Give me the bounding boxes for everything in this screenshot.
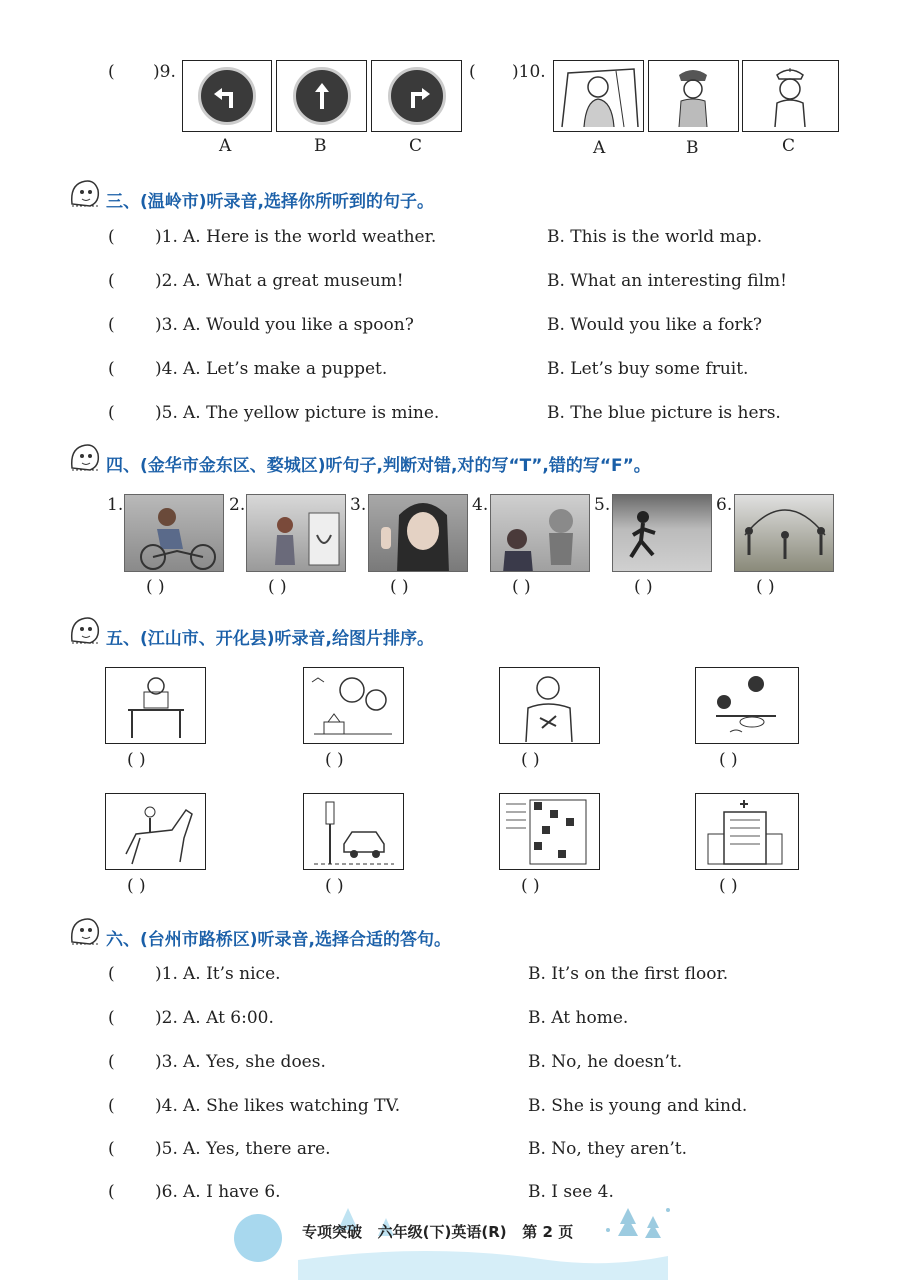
s5-answer-7[interactable]: ( ) — [521, 876, 540, 896]
s6-open-paren: ( — [108, 1182, 115, 1202]
s3-q3-number: )3. — [155, 315, 178, 335]
s6-q6-option-a: A. I have 6. — [183, 1182, 281, 1202]
s6-open-paren: ( — [108, 1052, 115, 1072]
q10-option-a-image — [553, 60, 644, 132]
s4-num-4: 4. — [472, 495, 489, 515]
s5-answer-8[interactable]: ( ) — [719, 876, 738, 896]
s3-q5-option-b: B. The blue picture is hers. — [547, 403, 781, 423]
s3-q2-option-a: A. What a great museum! — [183, 271, 404, 291]
s3-q4-number: )4. — [155, 359, 178, 379]
s6-q6-option-b: B. I see 4. — [528, 1182, 614, 1202]
s3-open-paren: ( — [108, 315, 115, 335]
s6-q1-option-a: A. It’s nice. — [183, 964, 281, 984]
s5-picture-reading-at-desk — [105, 667, 206, 744]
s6-q4-option-b: B. She is young and kind. — [528, 1096, 748, 1116]
q9-label-c: C — [409, 136, 423, 156]
q9-option-b-image — [276, 60, 367, 132]
s5-answer-5[interactable]: ( ) — [127, 876, 146, 896]
q10-option-c-image — [742, 60, 839, 132]
s5-picture-car-at-traffic-light — [303, 793, 404, 870]
turn-right-sign-icon — [388, 67, 446, 125]
q10-label-c: C — [782, 136, 796, 156]
turn-left-sign-icon — [198, 67, 256, 125]
q9-label-b: B — [314, 136, 327, 156]
s5-answer-4[interactable]: ( ) — [719, 750, 738, 770]
q9-label-a: A — [219, 136, 232, 156]
s4-photo-3-girl-smiling — [368, 494, 468, 572]
s3-q1-option-b: B. This is the world map. — [547, 227, 763, 247]
s3-open-paren: ( — [108, 227, 115, 247]
s6-q4-option-a: A. She likes watching TV. — [183, 1096, 401, 1116]
s3-q4-option-b: B. Let’s buy some fruit. — [547, 359, 749, 379]
s6-q6-number: )6. — [155, 1182, 178, 1202]
q10-label-b: B — [686, 138, 699, 158]
s6-open-paren: ( — [108, 964, 115, 984]
s4-answer-5[interactable]: ( ) — [634, 577, 653, 597]
q9-option-c-image — [371, 60, 462, 132]
s3-q3-option-b: B. Would you like a fork? — [547, 315, 762, 335]
s3-q1-number: )1. — [155, 227, 178, 247]
s4-num-6: 6. — [716, 495, 733, 515]
s4-answer-2[interactable]: ( ) — [268, 577, 287, 597]
section-3-title: 三、(温岭市)听录音,选择你所听到的句子。 — [106, 192, 434, 212]
s3-q2-option-b: B. What an interesting film! — [547, 271, 788, 291]
s6-q2-number: )2. — [155, 1008, 178, 1028]
s6-open-paren: ( — [108, 1008, 115, 1028]
police-officer-icon — [649, 61, 737, 130]
s5-picture-hospital — [695, 793, 799, 870]
q10-number: )10. — [512, 62, 546, 82]
s5-picture-man-with-tools — [499, 667, 600, 744]
s4-num-3: 3. — [350, 495, 367, 515]
s4-answer-1[interactable]: ( ) — [146, 577, 165, 597]
s3-q3-option-a: A. Would you like a spoon? — [183, 315, 414, 335]
s4-answer-6[interactable]: ( ) — [756, 577, 775, 597]
doctor-icon — [743, 61, 837, 130]
s6-q3-option-a: A. Yes, she does. — [183, 1052, 326, 1072]
section-5-title: 五、(江山市、开化县)听录音,给图片排序。 — [106, 629, 434, 649]
s3-q1-option-a: A. Here is the world weather. — [183, 227, 437, 247]
s6-q2-option-b: B. At home. — [528, 1008, 629, 1028]
section-4-title: 四、(金华市金东区、婺城区)听句子,判断对错,对的写“T”,错的写“F”。 — [106, 456, 651, 476]
s3-q5-option-a: A. The yellow picture is mine. — [183, 403, 440, 423]
s4-answer-4[interactable]: ( ) — [512, 577, 531, 597]
s4-num-2: 2. — [229, 495, 246, 515]
section-4-mascot-icon — [68, 440, 102, 474]
section-6-title: 六、(台州市路桥区)听录音,选择合适的答句。 — [106, 930, 451, 950]
section-5-mascot-icon — [68, 613, 102, 647]
s6-q3-number: )3. — [155, 1052, 178, 1072]
s3-open-paren: ( — [108, 359, 115, 379]
s6-q2-option-a: A. At 6:00. — [183, 1008, 274, 1028]
footer-page-info: 专项突破 六年级(下)英语(R) 第 2 页 — [302, 1223, 574, 1241]
s6-q5-option-b: B. No, they aren’t. — [528, 1139, 687, 1159]
s5-picture-making-dumplings — [695, 667, 799, 744]
q10-open-paren: ( — [469, 62, 476, 82]
s3-open-paren: ( — [108, 403, 115, 423]
s4-photo-2-girl-in-museum — [246, 494, 346, 572]
q9-open-paren: ( — [108, 62, 115, 82]
s6-q5-option-a: A. Yes, there are. — [183, 1139, 331, 1159]
s5-answer-1[interactable]: ( ) — [127, 750, 146, 770]
q9-option-a-image — [182, 60, 272, 132]
s4-num-1: 1. — [107, 495, 124, 515]
s6-q1-option-b: B. It’s on the first floor. — [528, 964, 729, 984]
s5-picture-lanterns-city — [303, 667, 404, 744]
s4-num-5: 5. — [594, 495, 611, 515]
s5-picture-riding-horse — [105, 793, 206, 870]
s6-q4-number: )4. — [155, 1096, 178, 1116]
s3-q5-number: )5. — [155, 403, 178, 423]
s4-photo-4-boy-with-puppet — [490, 494, 590, 572]
s6-open-paren: ( — [108, 1096, 115, 1116]
s3-q2-number: )2. — [155, 271, 178, 291]
s3-q4-option-a: A. Let’s make a puppet. — [183, 359, 388, 379]
s6-open-paren: ( — [108, 1139, 115, 1159]
s4-photo-6-children-jumping-rope — [734, 494, 834, 572]
s5-picture-crossword-puzzle — [499, 793, 600, 870]
s4-photo-1-boy-riding-bike — [124, 494, 224, 572]
s6-q1-number: )1. — [155, 964, 178, 984]
s6-q5-number: )5. — [155, 1139, 178, 1159]
s4-answer-3[interactable]: ( ) — [390, 577, 409, 597]
s3-open-paren: ( — [108, 271, 115, 291]
pilot-icon — [554, 61, 642, 130]
go-straight-sign-icon — [293, 67, 351, 125]
q10-label-a: A — [593, 138, 606, 158]
q9-number: )9. — [153, 62, 176, 82]
section-6-mascot-icon — [68, 914, 102, 948]
s4-photo-5-boy-running — [612, 494, 712, 572]
s6-q3-option-b: B. No, he doesn’t. — [528, 1052, 683, 1072]
s5-answer-3[interactable]: ( ) — [521, 750, 540, 770]
s5-answer-6[interactable]: ( ) — [325, 876, 344, 896]
s5-answer-2[interactable]: ( ) — [325, 750, 344, 770]
q10-option-b-image — [648, 60, 739, 132]
section-3-mascot-icon — [68, 176, 102, 210]
